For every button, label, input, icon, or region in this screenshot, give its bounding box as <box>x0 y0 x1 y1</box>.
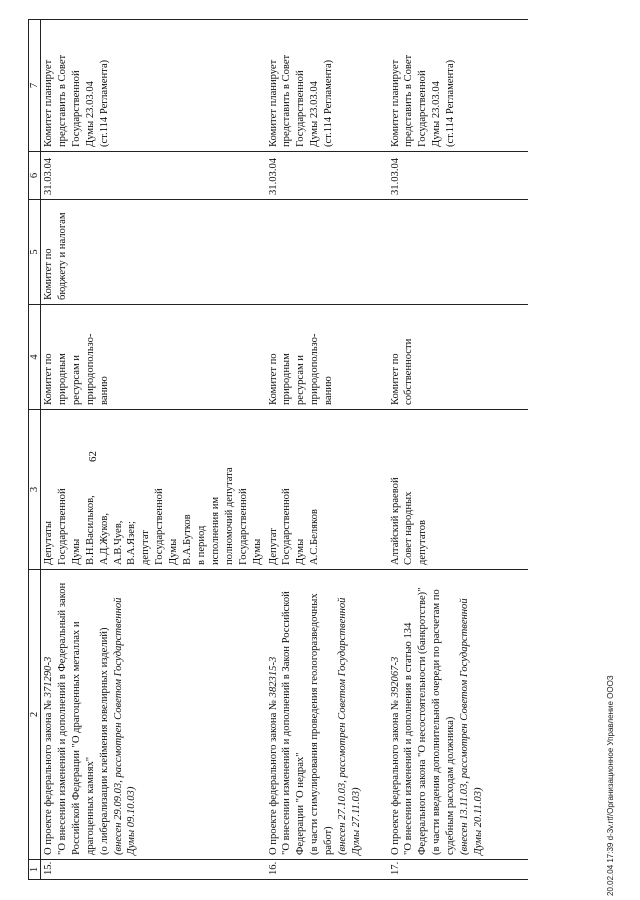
co-committee: Комитет по бюджету и налогам <box>41 200 266 305</box>
committee: Комитет по природным ресурсам и природопользо- ванию <box>266 305 388 410</box>
column-header: 1 <box>29 860 41 880</box>
bill-name: "О внесении изменений и дополнений в Закон Российской Федерации "О недрах" (в части стимулирования проведения геологоразведочных работ) <box>281 591 335 855</box>
date: 31.03.04 <box>41 152 266 200</box>
column-header: 5 <box>29 200 41 305</box>
initiator: Депутаты Государственной Думы В.Н.Васильков, А.Д.Жуков, А.В.Чуев, В.А.Язев; депутат Государственной Думы В.А.Бутков в период исполнения им полномочий депутата Государственной Думы <box>41 410 266 570</box>
bill-description <box>41 570 266 860</box>
row-number: 16. <box>266 860 388 880</box>
table-row <box>388 20 528 880</box>
bill-title-prefix: О проекте федерального закона № <box>267 697 279 855</box>
committee: Комитет по собственности <box>388 305 528 410</box>
column-header: 6 <box>29 152 41 200</box>
row-number: 17. <box>388 860 528 880</box>
co-committee <box>266 200 388 305</box>
bill-number: 392067-3 <box>389 656 401 698</box>
column-header: 7 <box>29 20 41 152</box>
table-row <box>41 20 266 880</box>
co-committee <box>388 200 528 305</box>
column-header: 4 <box>29 305 41 410</box>
plan-note: Комитет планирует представить в Совет Государственной Думы 23.03.04 (ст.114 Регламента) <box>388 20 528 152</box>
column-header-row <box>29 20 41 880</box>
bills-table <box>28 19 528 880</box>
column-header: 2 <box>29 570 41 860</box>
bill-name: "О внесении изменений и дополнений в Федеральный закон Российской Федерации "О драгоценных металлах и драгоценных камнях" (о либерализации клеймения ювелирных изделий) <box>56 582 110 855</box>
page-number: 62 <box>87 451 99 462</box>
bill-note: (внесен 27.10.03, рассмотрен Советом Государственной Думы 27.11.03) <box>337 597 362 855</box>
bill-title-prefix: О проекте федерального закона № <box>43 697 54 855</box>
plan-note: Комитет планирует представить в Совет Государственной Думы 23.03.04 (ст.114 Регламента) <box>41 20 266 152</box>
committee: Комитет по природным ресурсам и природопользо- ванию <box>41 305 266 410</box>
table-row <box>266 20 388 880</box>
bill-note: (внесен 13.11.03, рассмотрен Советом Государственной Думы 20.11.03) <box>459 598 484 855</box>
bill-number: 382315-3 <box>267 656 279 698</box>
plan-note: Комитет планирует представить в Совет Государственной Думы 23.03.04 (ст.114 Регламента) <box>266 20 388 152</box>
date: 31.03.04 <box>266 152 388 200</box>
bill-title-prefix: О проекте федерального закона № <box>389 697 401 855</box>
bill-note: (внесен 29.09.03, рассмотрен Советом Государственной Думы 09.10.03) <box>112 597 138 855</box>
date: 31.03.04 <box>388 152 528 200</box>
bill-number: 371290-3 <box>43 656 54 698</box>
document-footer: 20.02.04 17:39 d-3v.rtf/Организационное Управление ОООЗ <box>606 675 615 896</box>
bill-description <box>266 570 388 860</box>
initiator: Депутат Государственной Думы А.С.Беляков <box>266 410 388 570</box>
bill-description <box>388 570 528 860</box>
row-number: 15. <box>41 860 266 880</box>
column-header: 3 <box>29 410 41 570</box>
bill-name: "О внесении изменений и дополнения в статью 134 Федерального закона "О несостоятельности (банкротстве)" (в части введения дополнительной очереди по расчетам по судебным расходам должника) <box>403 587 457 855</box>
initiator: Алтайский краевой Совет народных депутатов <box>388 410 528 570</box>
